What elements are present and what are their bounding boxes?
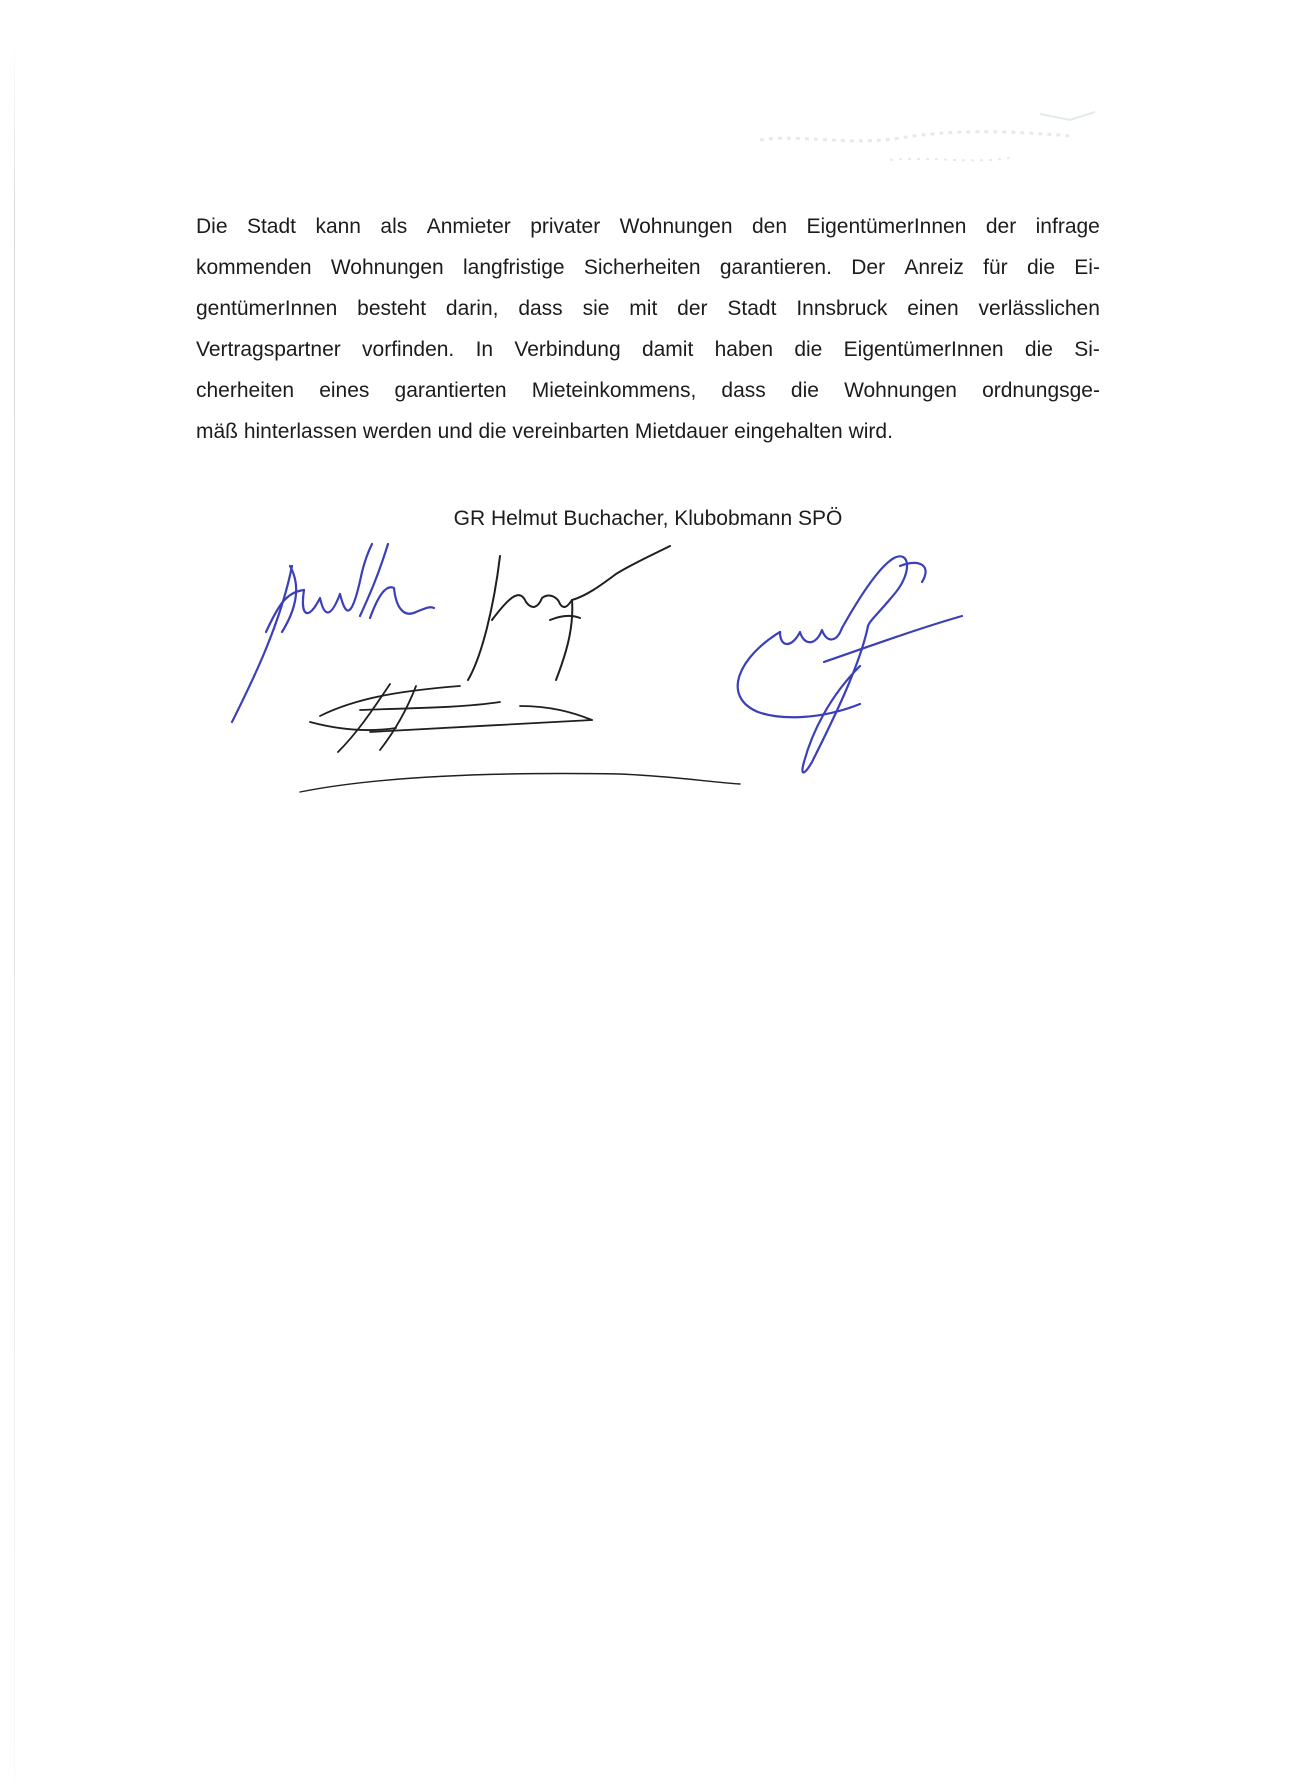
body-line: Die Stadt kann als Anmieter privater Wohnungen den EigentümerInnen der infrage — [196, 215, 1100, 238]
signature-2 — [468, 546, 670, 680]
scan-edge-line — [14, 40, 15, 1780]
body-line: mäß hinterlassen werden und die vereinbarten Mietdauer eingehalten wird. — [196, 420, 893, 443]
body-line: cherheiten eines garantierten Mieteinkommens, dass die Wohnungen ordnungsge- — [196, 379, 1100, 402]
body-line: kommenden Wohnungen langfristige Sicherheiten garantieren. Der Anreiz für die Ei- — [196, 256, 1100, 279]
handwritten-signatures — [220, 536, 1100, 816]
signature-3 — [300, 684, 740, 792]
body-line: gentümerInnen besteht darin, dass sie mit der Stadt Innsbruck einen verlässlichen — [196, 297, 1100, 320]
signature-4 — [738, 556, 962, 772]
signatory-name: GR Helmut Buchacher, Klubobmann SPÖ — [453, 507, 843, 530]
body-line: Vertragspartner vorfinden. In Verbindung damit haben die EigentümerInnen die Si- — [196, 338, 1100, 361]
body-paragraph — [196, 206, 1100, 452]
signature-1 — [232, 544, 434, 722]
bleed-through-mark — [740, 100, 1120, 190]
